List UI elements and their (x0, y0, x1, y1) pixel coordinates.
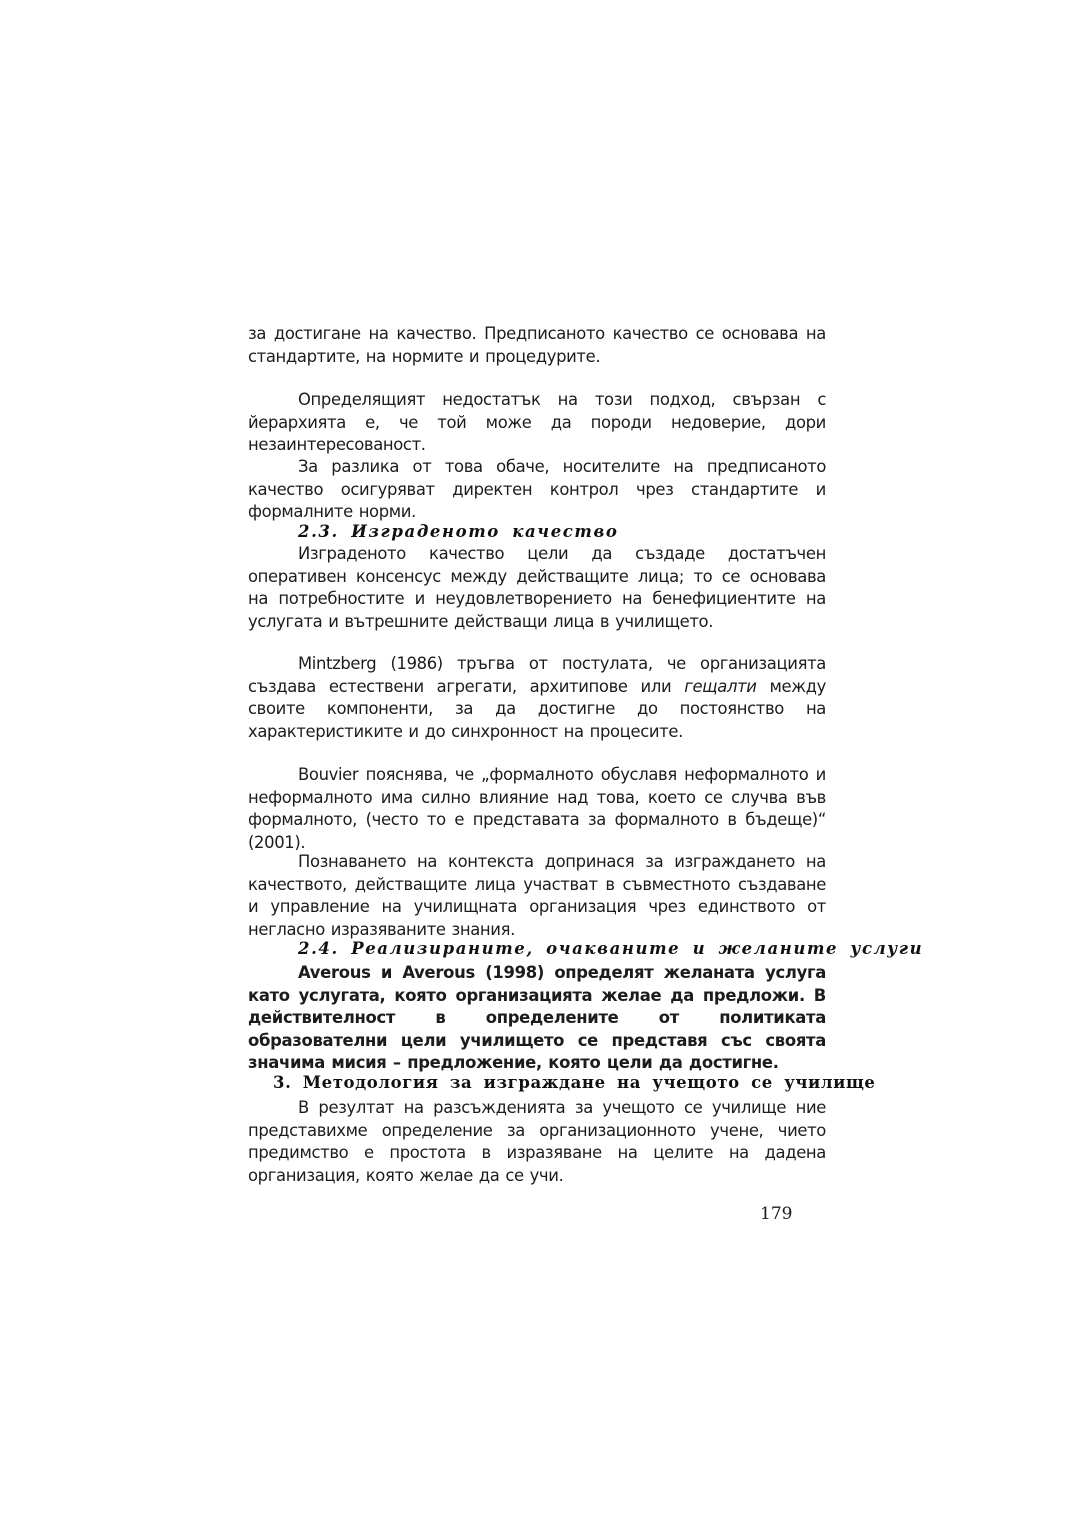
paragraph-text-part: между своите компоненти, за да достигне до постоянство на характеристиките и до синхронност на процесите. (248, 676, 827, 741)
paragraph-7 (248, 851, 826, 941)
paragraph-text: Познаването на контекста допринася за изграждането на качеството, действащите лица участват в съвместното създаване и управление на училищната организация чрез единството от негласно изразяваните знания. (248, 852, 826, 939)
paragraph-9 (248, 1097, 826, 1187)
page-number: 179 (760, 1204, 793, 1224)
paragraph-5 (248, 653, 826, 743)
paragraph-6 (248, 764, 826, 854)
section-heading-2-3: 2.3. Изграденото качество (298, 522, 619, 541)
paragraph-text: Изграденото качество цели да създаде достатъчен оперативен консенсус между действащите лица; то се основава на потребностите и неудовлетворението на бенефициентите на услугата и вътрешните действащи лица в училището. (248, 544, 826, 631)
paragraph-4 (248, 543, 826, 633)
paragraph-text: Averous и Averous (1998) определят желаната услуга като услугата, която организацията желае да предложи. В действителност в определените от политиката образователни цели училището се представя със своята значима мисия – предложение, която цели да достигне. (248, 963, 826, 1072)
section-heading-2-4: 2.4. Реализираните, очакваните и желаните услуги (298, 939, 924, 958)
paragraph-text: Определящият недостатък на този подход, свързан с йерархията е, че той може да породи недоверие, дори незаинтересованост. (248, 390, 826, 454)
chapter-heading-3: 3. Методология за изграждане на учещото се училище (273, 1073, 876, 1092)
paragraph-2 (248, 389, 826, 457)
paragraph-8 (248, 962, 826, 1075)
paragraph-text: Bouvier пояснява, че „формалното обуславя неформалното и неформалното има силно влияние над това, което се случва във формалното, (често то е представата за формалното в бъдеще)“ (2001). (248, 765, 826, 852)
paragraph-text: за достигане на качество. Предписаното качество се основава на стандартите, на нормите и процедурите. (248, 324, 826, 366)
paragraph-text: За разлика от това обаче, носителите на предписаното качество осигуряват директен контрол чрез стандартите и формалните норми. (248, 457, 826, 521)
paragraph-text (248, 653, 826, 743)
paragraph-text-part: Mintzberg (1986) тръгва от постулата, че организацията създава естествени агрегати, архитипове или (248, 654, 826, 696)
italic-term: гещалти (684, 676, 757, 696)
paragraph-3 (248, 456, 826, 524)
paragraph-1 (248, 323, 826, 368)
paragraph-text: В резултат на разсъжденията за учещото се училище ние представихме определение за организационното учене, чието предимство е простота в изразяване на целите на дадена организация, която желае да се учи. (248, 1098, 826, 1185)
